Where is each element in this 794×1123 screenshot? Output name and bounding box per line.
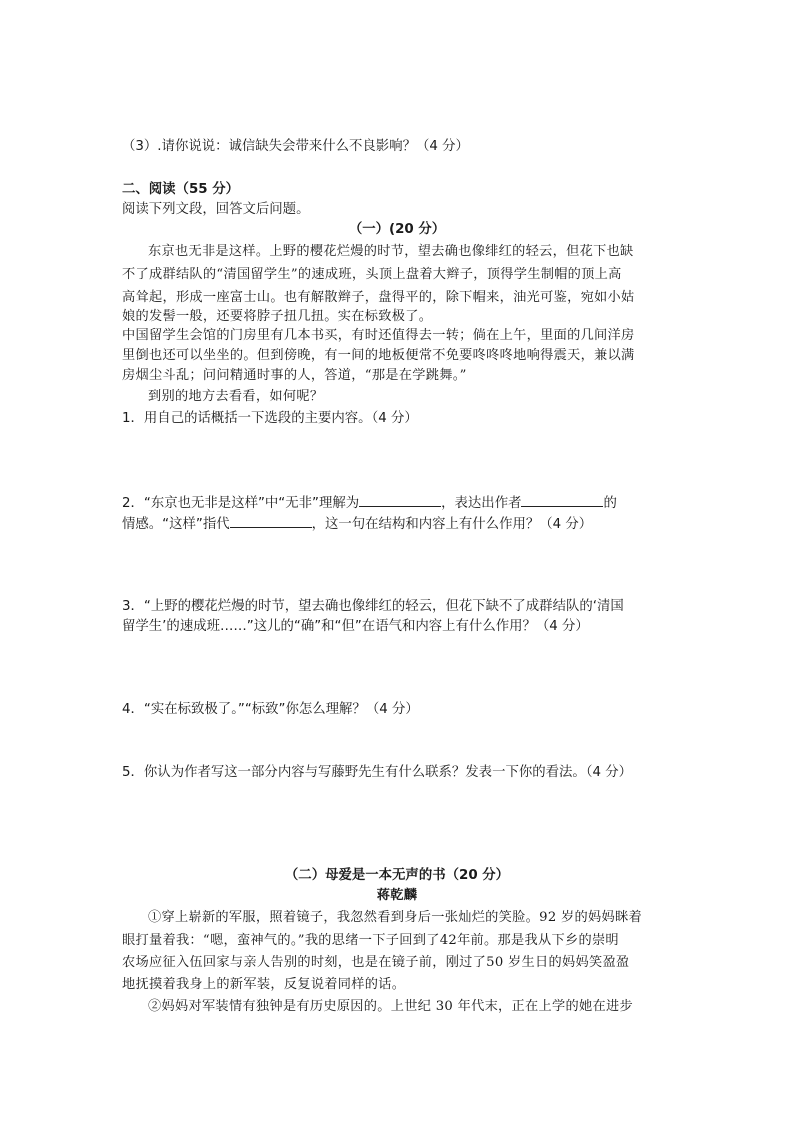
passage-line: 地抚摸着我身上的新军装，反复说着同样的话。 (122, 977, 406, 992)
answer-blank-2[interactable] (521, 492, 603, 507)
answer-blank-1[interactable] (359, 492, 441, 507)
passage-line: 房烟尘斗乱；问问精通时事的人，答道，“那是在学跳舞。” (122, 368, 467, 383)
q2-text-b: ，表达出作者 (441, 496, 522, 511)
passage-line: 不了成群结队的“清国留学生”的速成班，头顶上盘着大辫子，顶得学生制帽的顶上高 (122, 267, 622, 282)
passage-line: 到别的地方去看看，如何呢？ (148, 389, 324, 404)
question-2-line1 (122, 492, 617, 514)
passage-line: 中国留学生会馆的门房里有几本书买，有时还值得去一转；倘在上午，里面的几间洋房 (122, 328, 635, 343)
question-4: 4．“实在标致极了。”“标致”你怎么理解？（4 分） (122, 702, 419, 717)
passage-line: 农场应征入伍回家与亲人告别的时刻，也是在镜子前，刚过了50 岁生日的妈妈笑盈盈 (122, 955, 630, 970)
q2-text-d: 情感。“这样”指代 (122, 517, 230, 532)
passage-line: 眼打量着我：“嗯，蛮神气的。”我的思绪一下子回到了42年前。那是我从下乡的崇明 (122, 933, 619, 948)
passage-line: 里倒也还可以坐坐的。但到傍晚，有一间的地板便常不免要咚咚咚地响得震天，兼以满 (122, 348, 635, 363)
question-5: 5．你认为作者写这一部分内容与写藤野先生有什么联系？发表一下你的看法。（4 分） (122, 765, 633, 780)
passage-line: ①穿上崭新的军服，照着镜子，我忽然看到身后一张灿烂的笑脸。92 岁的妈妈眯着 (148, 910, 642, 925)
question-3-line1: 3．“上野的樱花烂熳的时节，望去确也像绯红的轻云，但花下缺不了成群结队的‘清国 (122, 599, 624, 614)
passage-line: 东京也无非是这样。上野的樱花烂熳的时节，望去确也像绯红的轻云，但花下也缺 (148, 244, 634, 259)
passage-line: ②妈妈对军装情有独钟是有历史原因的。上世纪 30 年代末，正在上学的她在进步 (148, 999, 633, 1014)
q2-text-c: 的 (603, 496, 617, 511)
passage-line: 娘的发髻一般，还要将脖子扭几扭。实在标致极了。 (122, 309, 433, 324)
answer-blank-3[interactable] (230, 513, 312, 528)
part1-title: （一）(20 分） (348, 222, 446, 237)
previous-question-3: （3）.请你说说：诚信缺失会带来什么不良影响？（4 分） (122, 139, 469, 154)
q2-text-a: 2．“东京也无非是这样”中“无非”理解为 (122, 496, 360, 511)
q2-text-e: ，这一句在结构和内容上有什么作用？（4 分） (311, 517, 593, 532)
question-3-line2: 留学生’的速成班……”这儿的“确”和“但”在语气和内容上有什么作用？（4 分） (122, 619, 589, 634)
question-2-line2 (122, 513, 592, 535)
part2-author: 蒋乾麟 (376, 888, 418, 903)
section-instruction: 阅读下列文段，回答文后问题。 (122, 202, 310, 217)
section-heading: 二、阅读（55 分） (122, 182, 240, 197)
question-1: 1．用自己的话概括一下选段的主要内容。（4 分） (122, 411, 418, 426)
passage-line: 高耸起，形成一座富士山。也有解散辫子，盘得平的，除下帽来，油光可鉴，宛如小姑 (122, 290, 635, 305)
part2-title: （二）母爱是一本无声的书（20 分） (284, 868, 510, 883)
